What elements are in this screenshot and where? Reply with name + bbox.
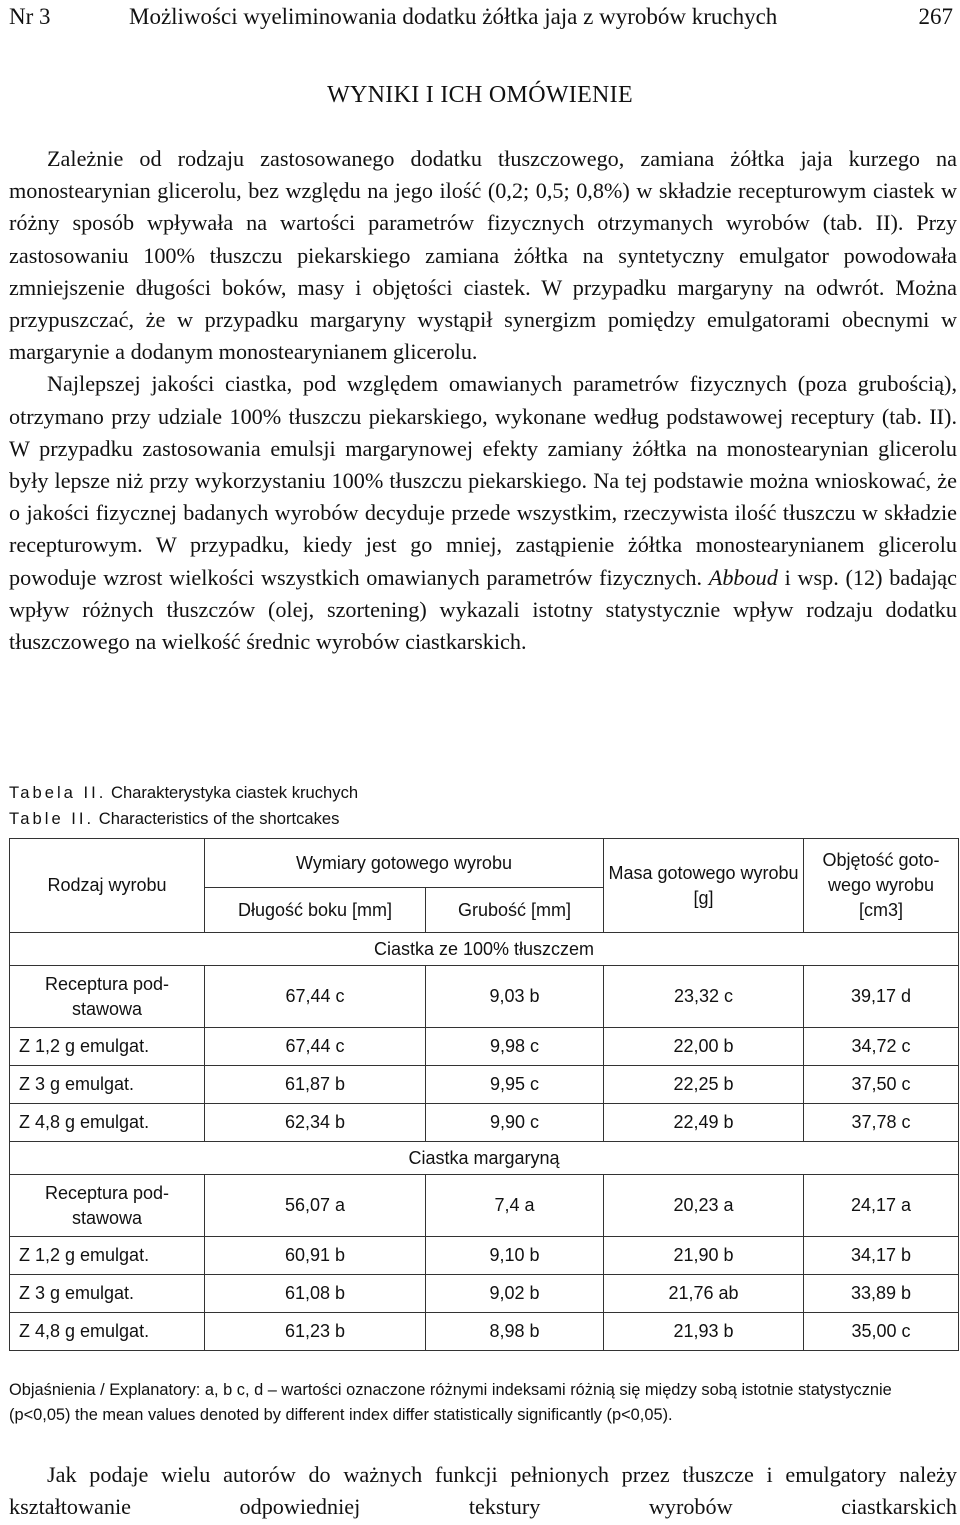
paragraph-2 [9,368,957,658]
running-head [9,2,953,32]
row-product-name: Z 1,2 g emulgat. [10,1028,205,1066]
table-footnote: Objaśnienia / Explanatory: a, b c, d – wartości oznaczone różnymi indeksami różnią się między sobą istotnie statystycznie (p<0,05) the mean values denoted by different index differ statistically significantly (p<0,05). [9,1381,892,1424]
body-text-bottom [9,1459,957,1523]
cell-mass: 22,00 b [604,1028,804,1066]
paragraph-2-part-1: Najlepszej jakości ciastka, pod względem omawianych parametrów fizycznych (poza grubością), otrzymano przy udziale 100% tłuszczu piekarskiego, wykonane według podstawowej receptury (tab. II). W przypadku zastosowania emulsji margarynowej efekty zamiany żółtka na monostearynian glicerolu były lepsze niż przy wykorzystaniu 100% tłuszczu piekarskiego. Na tej podstawie można wnioskować, że o jakości fizycznej badanych wyrobów decyduje przede wszystkim, rzeczywista ilość tłuszczu w składzie recepturowym. W przypadku, kiedy jest go mniej, zastąpienie żółtka monostearynianem glicerolu powoduje wzrost wielkości wszystkich omawianych parametrów fizycznych. [9,371,957,590]
cell-side-length: 61,87 b [205,1066,426,1104]
issue-number: Nr 3 [9,4,51,29]
cell-side-length: 61,23 b [205,1313,426,1351]
table-caption-pl [9,780,949,806]
row-product-name: Z 3 g emulgat. [10,1275,205,1313]
cell-thickness: 9,90 c [426,1104,604,1142]
cell-side-length: 56,07 a [205,1175,426,1237]
cell-mass: 20,23 a [604,1175,804,1237]
cell-side-length: 67,44 c [205,1028,426,1066]
cell-mass: 22,49 b [604,1104,804,1142]
table-row [10,1275,959,1313]
cell-volume: 34,72 c [804,1028,959,1066]
cell-volume: 37,78 c [804,1104,959,1142]
row-product-name: Receptura podstawowa [10,1175,205,1237]
paragraph-1: Zależnie od rodzaju zastosowanego dodatku tłuszczowego, zamiana żółtka jaja kurzego na monostearynian glicerolu, bez względu na jego ilość (0,2; 0,5; 0,8%) w składzie recepturowym ciastek w różny sposób wpływała na wartości parametrów fizycznych otrzymanych wyrobów (tab. II). Przy zastosowaniu 100% tłuszczu piekarskiego zamiana żółtka na syntetyczny emulgator powodowała zmniejszenie długości boków, masy i objętości ciastek. W przypadku margaryny na odwrót. Można przypuszczać, że w przypadku margaryny wystąpił synergizm pomiędzy emulgatorami obecnymi w margarynie a dodanym monostearynianem glicerolu. [9,146,957,365]
running-title: Możliwości wyeliminowania dodatku żółtka jaja z wyrobów kruchych [129,4,778,29]
group-row [10,1142,959,1175]
header-product-type: Rodzaj wyrobu [10,839,205,933]
cell-thickness: 9,10 b [426,1237,604,1275]
header-volume: Objętość gotowego wyrobu [cm3] [804,839,959,933]
cell-thickness: 7,4 a [426,1175,604,1237]
cell-side-length: 60,91 b [205,1237,426,1275]
cell-volume: 33,89 b [804,1275,959,1313]
group-label: Ciastka margaryną [10,1142,959,1175]
cell-thickness: 9,03 b [426,966,604,1028]
table-row [10,1313,959,1351]
table-row [10,1237,959,1275]
cell-side-length: 61,08 b [205,1275,426,1313]
header-dimensions: Wymiary gotowego wyrobu [205,839,604,888]
table-body [10,839,959,1351]
paragraph-3: Jak podaje wielu autorów do ważnych funkcji pełnionych przez tłuszcze i emulgatory należy kształtowanie odpowiedniej tekstury wyrobów ciastkarskich [9,1462,957,1520]
cell-volume: 34,17 b [804,1237,959,1275]
header-mass: Masa gotowego wyrobu [g] [604,839,804,933]
row-product-name: Z 4,8 g emulgat. [10,1104,205,1142]
cell-volume: 39,17 d [804,966,959,1028]
table-label-pl: Tabela II. [9,783,107,802]
cell-thickness: 9,02 b [426,1275,604,1313]
author-name: Abboud [708,564,778,590]
cell-volume: 35,00 c [804,1313,959,1351]
group-label: Ciastka ze 100% tłuszczem [10,933,959,966]
header-thickness: Grubość [mm] [426,888,604,933]
group-row [10,933,959,966]
table-row [10,1028,959,1066]
page-number: 267 [918,4,953,29]
cell-volume: 24,17 a [804,1175,959,1237]
cell-side-length: 67,44 c [205,966,426,1028]
table-title-pl: Charakterystyka ciastek kruchych [106,783,359,802]
data-table [9,838,959,1351]
table-row [10,1066,959,1104]
cell-thickness: 9,98 c [426,1028,604,1066]
cell-side-length: 62,34 b [205,1104,426,1142]
paragraph-2-part-2: i wsp. (12) badając wpływ różnych tłuszczów (olej, szortening) wykazali istotny statystycznie wpływ rodzaju dodatku tłuszczowego na wielkość średnic wyrobów ciastkarskich. [9,564,958,655]
cell-mass: 21,93 b [604,1313,804,1351]
cell-thickness: 9,95 c [426,1066,604,1104]
table-row [10,1104,959,1142]
cell-volume: 37,50 c [804,1066,959,1104]
table-label-en: Table II. [9,809,95,828]
table-row [10,966,959,1028]
cell-mass: 21,90 b [604,1237,804,1275]
header-row-1 [10,839,959,888]
table-title-en: Characteristics of the shortcakes [94,809,340,828]
section-heading: WYNIKI I ICH OMÓWIENIE [327,82,633,108]
table-caption-en [9,806,949,832]
table-row [10,1175,959,1237]
header-side-length: Długość boku [mm] [205,888,426,933]
cell-thickness: 8,98 b [426,1313,604,1351]
cell-mass: 23,32 c [604,966,804,1028]
row-product-name: Receptura podstawowa [10,966,205,1028]
cell-mass: 21,76 ab [604,1275,804,1313]
body-text-top [9,143,957,658]
cell-mass: 22,25 b [604,1066,804,1104]
row-product-name: Z 1,2 g emulgat. [10,1237,205,1275]
row-product-name: Z 4,8 g emulgat. [10,1313,205,1351]
row-product-name: Z 3 g emulgat. [10,1066,205,1104]
